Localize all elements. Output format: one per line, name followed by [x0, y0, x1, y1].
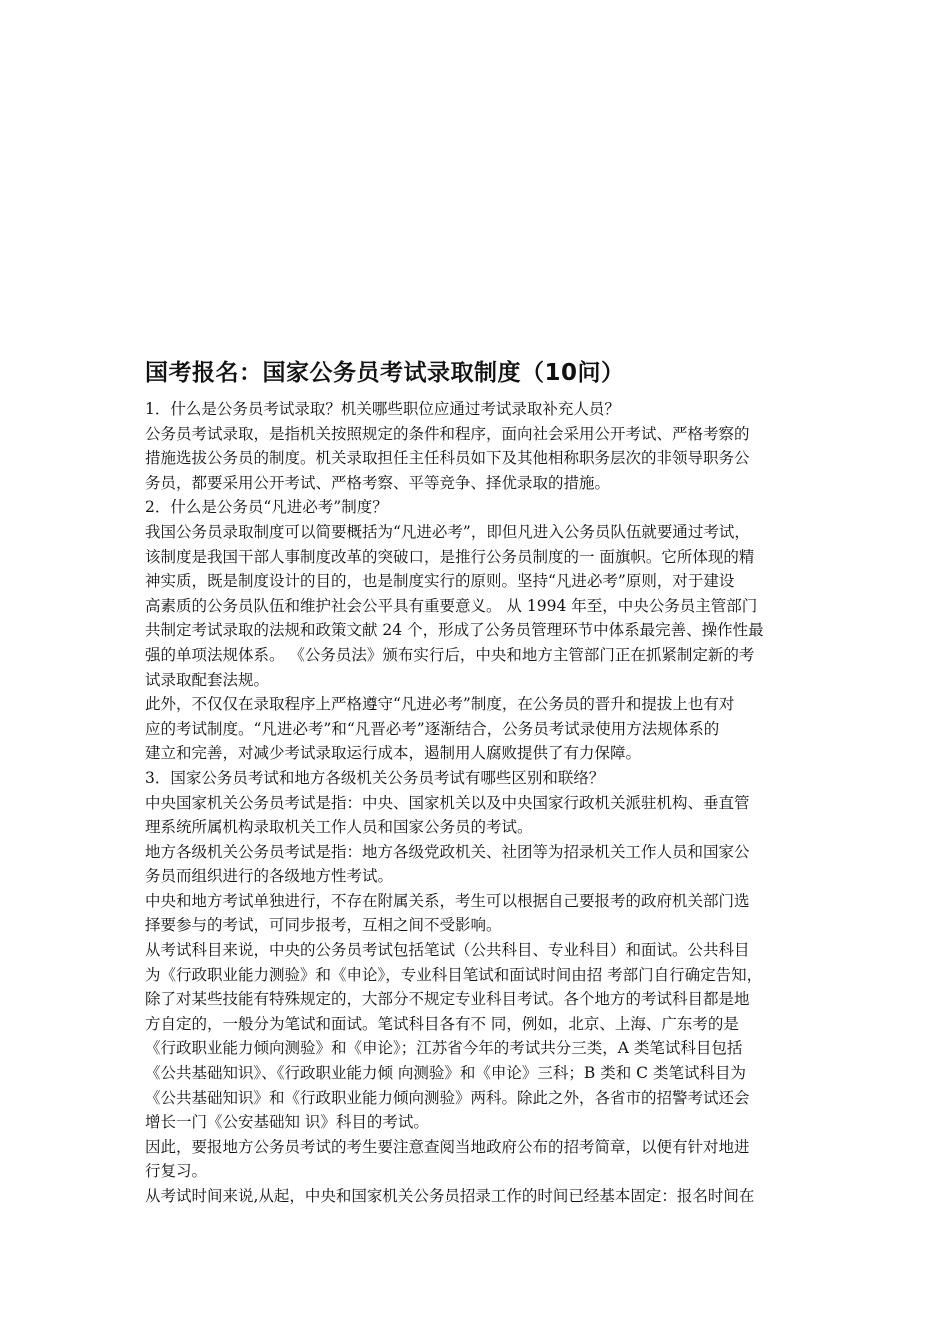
text-line: 我国公务员录取制度可以简要概括为“凡进必考”，即但凡进入公务员队伍就要通过考试， — [145, 522, 750, 541]
text-line: 此外，不仅仅在录取程序上严格遵守“凡进必考”制度，在公务员的晋升和提拔上也有对 — [145, 695, 735, 714]
text-line: 试录取配套法规。 — [145, 670, 270, 689]
text-line: 该制度是我国干部人事制度改革的突破口，是推行公务员制度的一 面旗帜。它所体现的精 — [145, 547, 755, 566]
text-line: 《行政职业能力倾向测验》和《申论》；江苏省今年的考试共分三类，A 类笔试科目包括 — [145, 1039, 743, 1058]
text-line: 除了对某些技能有特殊规定的，大部分不规定专业科目考试。各个地方的考试科目都是地 — [145, 990, 750, 1009]
document-body — [145, 397, 817, 1209]
text-line: 高素质的公务员队伍和维护社会公平具有重要意义。 从 1994 年至，中央公务员主管部门 — [145, 596, 758, 615]
text-line: 择要参与的考试，可同步报考，互相之间不受影响。 — [145, 916, 502, 935]
document-page — [145, 355, 817, 1209]
text-line: 理系统所属机构录取机关工作人员和国家公务员的考试。 — [145, 818, 533, 837]
text-line: 神实质，既是制度设计的目的，也是制度实行的原则。坚持“凡进必考”原则，对于建设 — [145, 572, 735, 591]
text-line: 行复习。 — [145, 1162, 208, 1181]
text-line: 建立和完善，对减少考试录取运行成本，遏制用人腐败提供了有力保障。 — [145, 744, 642, 763]
text-line: 2．什么是公务员“凡进必考”制度？ — [145, 498, 388, 517]
text-line: 《公共基础知识》和《行政职业能力倾向测验》两科。除此之外，各省市的招警考试还会 — [145, 1088, 750, 1107]
text-line: 1．什么是公务员考试录取？机关哪些职位应通过考试录取补充人员？ — [145, 400, 620, 418]
text-line: 应的考试制度。“凡进必考”和“凡晋必考”逐渐结合，公务员考试录使用方法规体系的 — [145, 719, 720, 738]
text-line: 从考试时间来说,从起，中央和国家机关公务员招录工作的时间已经基本固定：报名时间在 — [145, 1187, 755, 1205]
text-line: 增长一门《公安基础知 识》科目的考试。 — [145, 1113, 429, 1132]
text-line: 中央国家机关公务员考试是指：中央、国家机关以及中央国家行政机关派驻机构、垂直管 — [145, 793, 750, 812]
text-line: 措施选拔公务员的制度。机关录取担任主任科员如下及其他相称职务层次的非领导职务公 — [145, 449, 750, 468]
text-line: 地方各级机关公务员考试是指：地方各级党政机关、社团等为招录机关工作人员和国家公 — [145, 842, 750, 861]
text-line: 中央和地方考试单独进行，不存在附属关系，考生可以根据自己要报考的政府机关部门选 — [145, 891, 750, 910]
document-title: 国考报名：国家公务员考试录取制度（10问） — [145, 360, 625, 386]
text-line: 强的单项法规体系。 《公务员法》颁布实行后，中央和地方主管部门正在抓紧制定新的考 — [145, 645, 755, 664]
text-line: 务员，都要采用公开考试、严格考察、平等竞争、择优录取的措施。 — [145, 473, 611, 492]
text-line: 务员而组织进行的各级地方性考试。 — [145, 867, 394, 886]
text-line: 公务员考试录取，是指机关按照规定的条件和程序，面向社会采用公开考试、严格考察的 — [145, 424, 750, 443]
text-line: 方自定的，一般分为笔试和面试。笔试科目各有不 同，例如，北京、上海、广东考的是 — [145, 1014, 739, 1033]
text-line: 为《行政职业能力测验》和《申论》，专业科目笔试和面试时间由招 考部门自行确定告知， — [145, 965, 763, 984]
text-line: 共制定考试录取的法规和政策文献 24 个，形成了公务员管理环节中体系最完善、操作性最 — [145, 621, 764, 640]
text-line: 从考试科目来说，中央的公务员考试包括笔试（公共科目、专业科目）和面试。公共科目 — [145, 941, 750, 960]
text-line: 3．国家公务员考试和地方各级机关公务员考试有哪些区别和联络？ — [145, 768, 605, 787]
text-line: 《公共基础知识》、《行政职业能力倾 向测验》和《申论》三科；B 类和 C 类笔试科目为 — [145, 1064, 746, 1083]
text-line: 因此，要报地方公务员考试的考生要注意查阅当地政府公布的招考简章，以便有针对地进 — [145, 1137, 750, 1156]
